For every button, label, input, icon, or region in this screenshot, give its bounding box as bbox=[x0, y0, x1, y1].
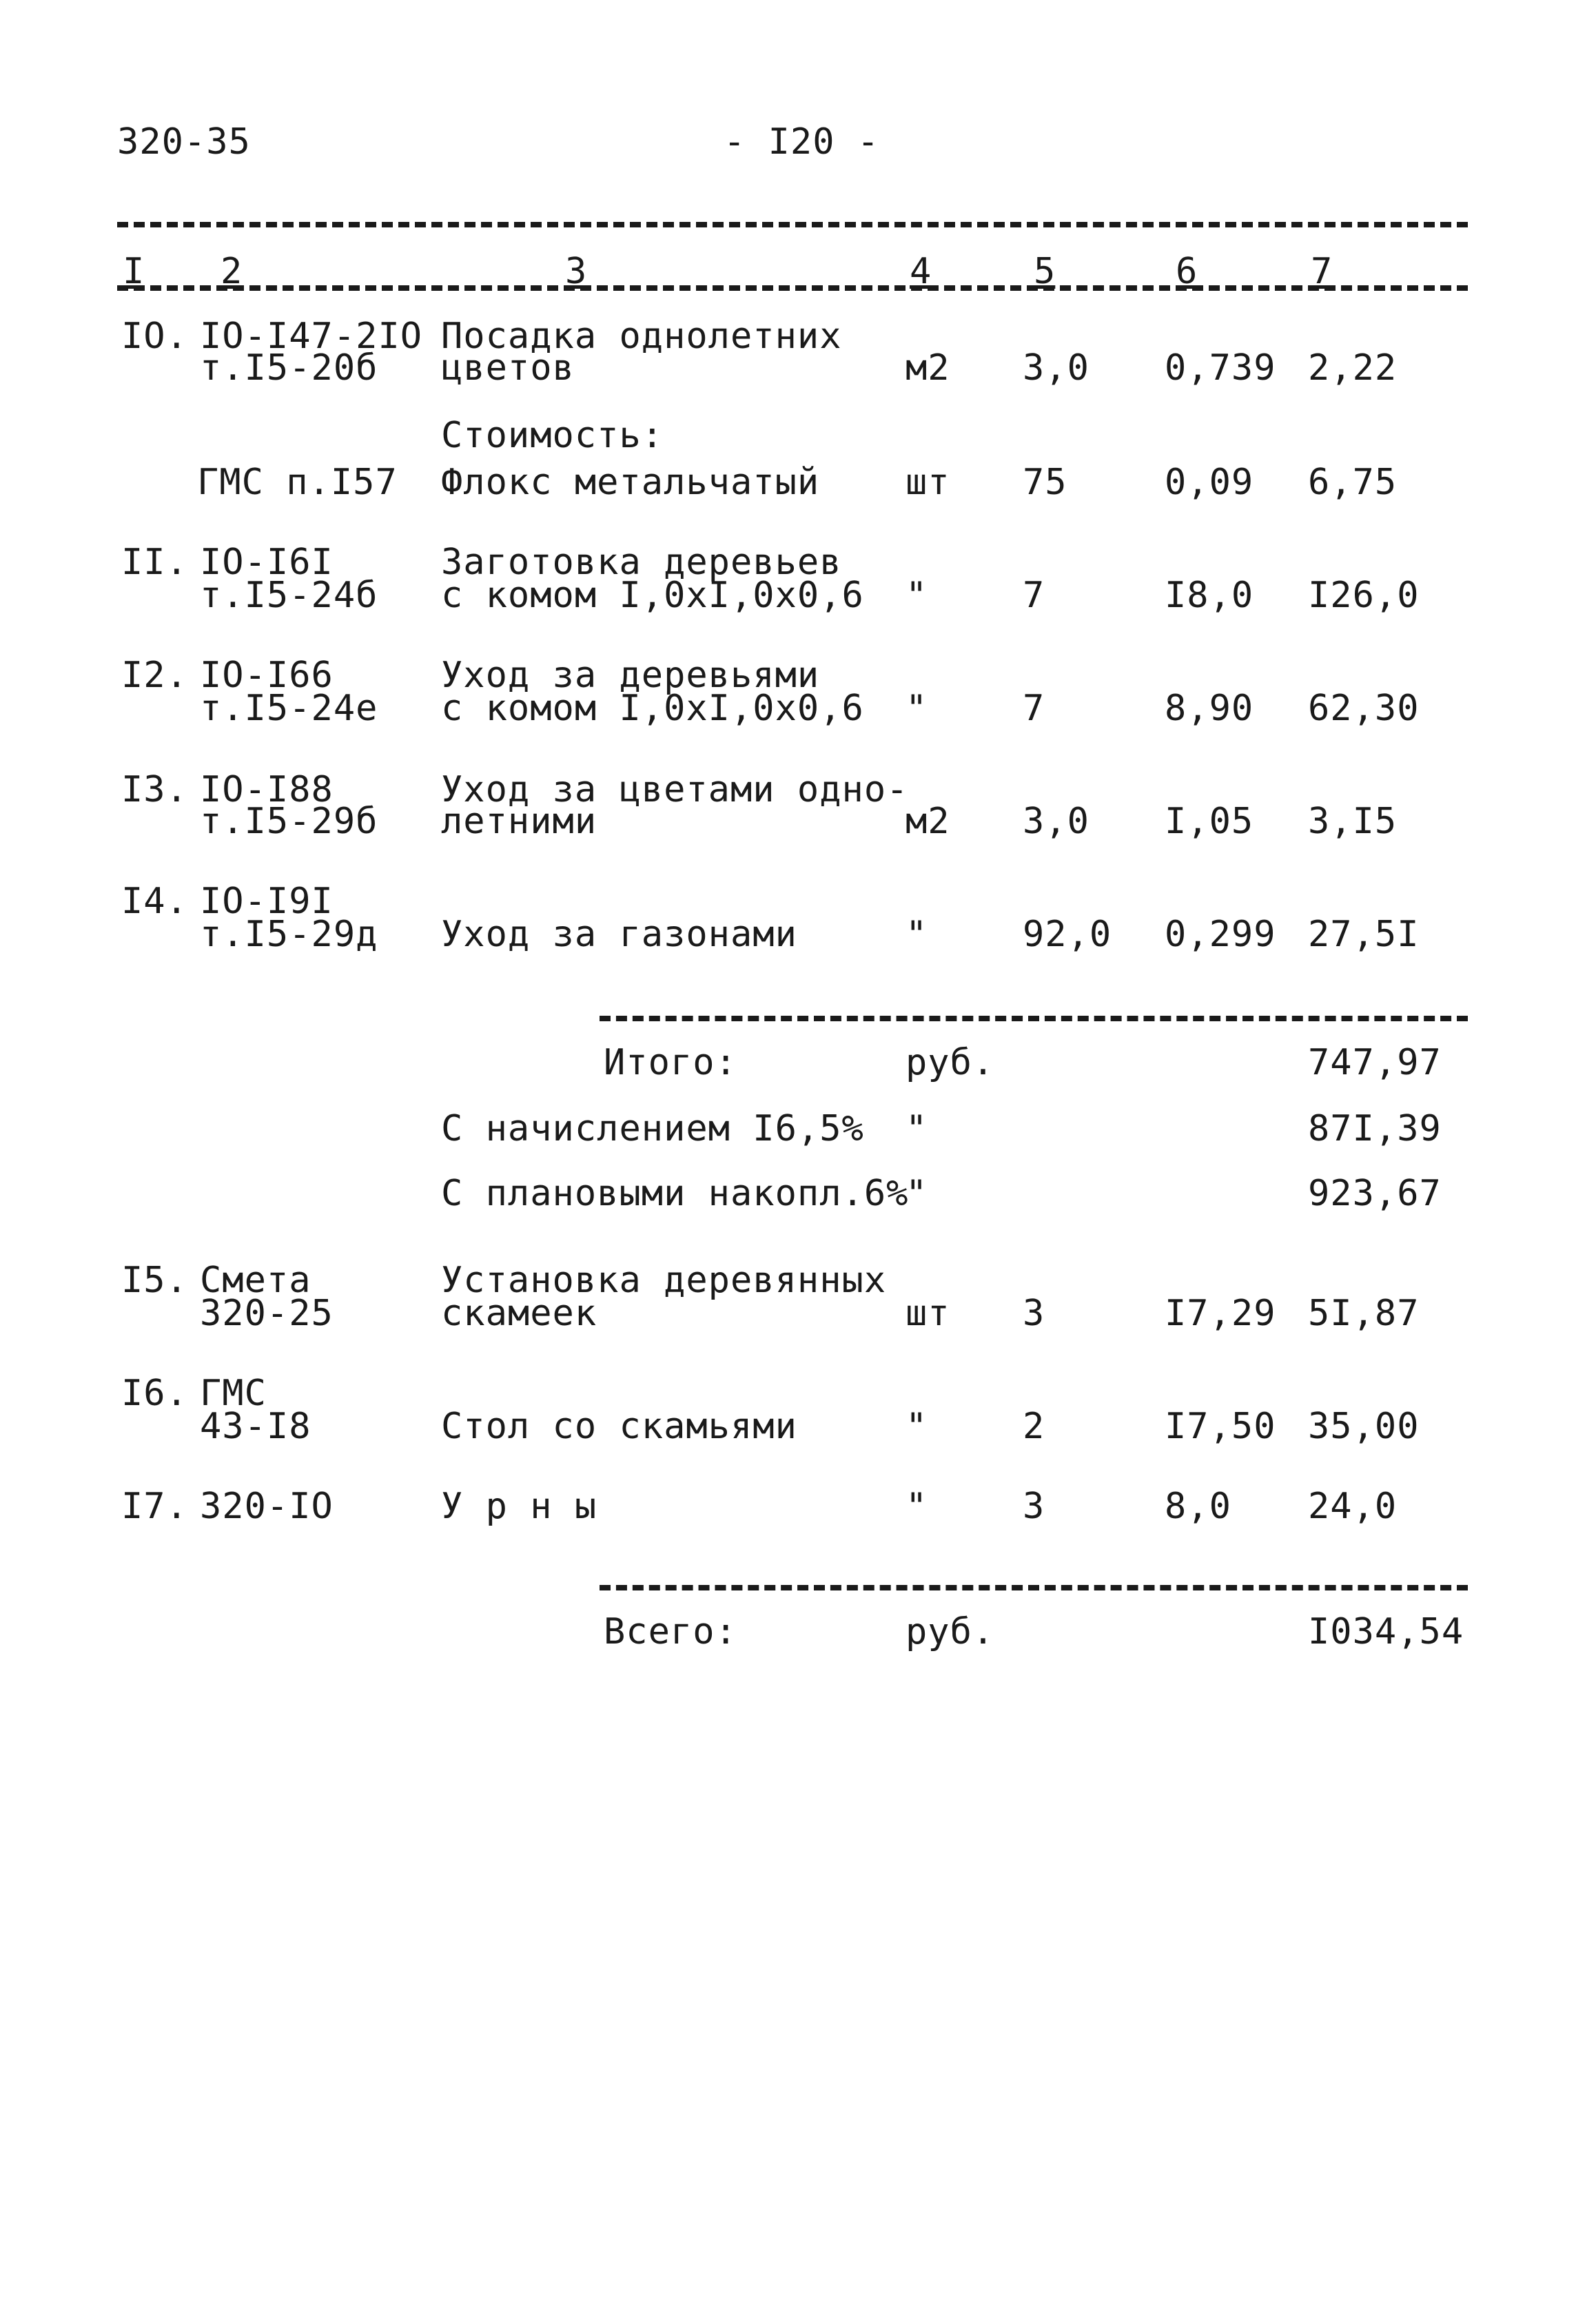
subtotal-sum: 747,97 bbox=[1308, 1042, 1442, 1083]
row-total: 35,00 bbox=[1308, 1406, 1420, 1447]
row-total: 3,I5 bbox=[1308, 801, 1398, 842]
row-code: 320-IO bbox=[200, 1486, 334, 1527]
row-quantity: 75 bbox=[1023, 462, 1067, 503]
row-total: 27,5I bbox=[1308, 914, 1420, 955]
subtotal-unit: " bbox=[906, 1108, 928, 1149]
row-code: ГМС п.I57 bbox=[197, 462, 398, 503]
row-quantity: 2 bbox=[1023, 1406, 1045, 1447]
row-description: Стол со скамьями bbox=[441, 1406, 797, 1447]
row-total: 62,30 bbox=[1308, 688, 1420, 729]
column-header-7: 7 bbox=[1311, 251, 1333, 292]
grand-total-sum: I034,54 bbox=[1308, 1611, 1464, 1652]
row-unit-price: 0,299 bbox=[1165, 914, 1276, 955]
row-unit-price: I7,29 bbox=[1165, 1293, 1276, 1334]
row-description: Посадка однолетних bbox=[441, 316, 842, 357]
row-unit: " bbox=[906, 688, 928, 729]
row-description-cont: с комом I,0xI,0x0,6 bbox=[441, 575, 864, 616]
row-code: IO-I66 bbox=[200, 655, 334, 696]
row-quantity: 3 bbox=[1023, 1486, 1045, 1527]
grand-total-divider bbox=[600, 1585, 1468, 1590]
column-header-divider bbox=[117, 285, 1468, 291]
row-description: Уход за газонами bbox=[441, 914, 797, 955]
subtotal-label: С начислением I6,5% bbox=[441, 1108, 864, 1149]
row-unit: м2 bbox=[906, 801, 950, 842]
row-quantity: 3 bbox=[1023, 1293, 1045, 1334]
column-header-5: 5 bbox=[1034, 251, 1056, 292]
row-quantity: 7 bbox=[1023, 688, 1045, 729]
row-description-cont: скамеек bbox=[441, 1293, 597, 1334]
row-unit-price: 0,739 bbox=[1165, 347, 1276, 389]
row-unit: м2 bbox=[906, 347, 950, 389]
subtotal-unit: " bbox=[906, 1173, 928, 1214]
header-divider-top bbox=[117, 222, 1468, 227]
document-code: 320-35 bbox=[117, 121, 251, 163]
row-code-table: т.I5-29б bbox=[200, 801, 378, 842]
row-description-cont: цветов bbox=[441, 347, 575, 389]
row-number: II. bbox=[121, 542, 188, 583]
row-number: IO. bbox=[121, 316, 188, 357]
row-unit-price: 0,09 bbox=[1165, 462, 1254, 503]
row-total: I26,0 bbox=[1308, 575, 1420, 616]
row-description-cont: с комом I,0xI,0x0,6 bbox=[441, 688, 864, 729]
subtotal-label: С плановыми накопл.6% bbox=[441, 1173, 909, 1214]
row-total: 5I,87 bbox=[1308, 1293, 1420, 1334]
row-description: Уход за деревьями bbox=[441, 655, 820, 696]
row-code: IO-I6I bbox=[200, 542, 334, 583]
subtotal-label: Итого: bbox=[604, 1042, 737, 1083]
row-code-table: т.I5-24е bbox=[200, 688, 378, 729]
row-unit: " bbox=[906, 1406, 928, 1447]
column-header-2: 2 bbox=[221, 251, 243, 292]
row-unit-price: I,05 bbox=[1165, 801, 1254, 842]
row-code-table: 320-25 bbox=[200, 1293, 334, 1334]
row-total: 6,75 bbox=[1308, 462, 1398, 503]
column-header-1: I bbox=[123, 251, 145, 292]
row-unit: шт bbox=[906, 1293, 950, 1334]
row-quantity: 3,0 bbox=[1023, 347, 1089, 389]
row-quantity: 92,0 bbox=[1023, 914, 1112, 955]
row-unit: шт bbox=[906, 462, 950, 503]
subtotal-unit: руб. bbox=[906, 1042, 995, 1083]
subtotal-sum: 87I,39 bbox=[1308, 1108, 1442, 1149]
row-number: I7. bbox=[121, 1486, 188, 1527]
row-number: I6. bbox=[121, 1373, 188, 1414]
row-code: IO-I9I bbox=[200, 881, 334, 922]
row-quantity: 7 bbox=[1023, 575, 1045, 616]
row-description: Стоимость: bbox=[441, 415, 664, 456]
row-code: IO-I88 bbox=[200, 769, 334, 810]
row-unit-price: I8,0 bbox=[1165, 575, 1254, 616]
row-code-table: 43-I8 bbox=[200, 1406, 311, 1447]
row-description: Заготовка деревьев bbox=[441, 542, 842, 583]
column-header-3: 3 bbox=[565, 251, 587, 292]
row-number: I4. bbox=[121, 881, 188, 922]
column-header-4: 4 bbox=[910, 251, 932, 292]
row-code-table: т.I5-29д bbox=[200, 914, 378, 955]
subtotal-sum: 923,67 bbox=[1308, 1173, 1442, 1214]
column-header-6: 6 bbox=[1176, 251, 1198, 292]
row-code-table: т.I5-20б bbox=[200, 347, 378, 389]
row-description: Установка деревянных bbox=[441, 1260, 887, 1301]
row-total: 24,0 bbox=[1308, 1486, 1398, 1527]
row-unit-price: 8,0 bbox=[1165, 1486, 1231, 1527]
row-quantity: 3,0 bbox=[1023, 801, 1089, 842]
row-total: 2,22 bbox=[1308, 347, 1398, 389]
row-description: У р н ы bbox=[441, 1486, 597, 1527]
row-description: Флокс метальчатый bbox=[441, 462, 820, 503]
row-description-cont: летними bbox=[441, 801, 597, 842]
row-unit: " bbox=[906, 1486, 928, 1527]
row-number: I2. bbox=[121, 655, 188, 696]
row-code-table: т.I5-24б bbox=[200, 575, 378, 616]
grand-total-label: Всего: bbox=[604, 1611, 737, 1652]
row-unit-price: I7,50 bbox=[1165, 1406, 1276, 1447]
row-unit: " bbox=[906, 914, 928, 955]
row-unit: " bbox=[906, 575, 928, 616]
subtotal-divider bbox=[600, 1016, 1468, 1021]
row-unit-price: 8,90 bbox=[1165, 688, 1254, 729]
page-number: - I20 - bbox=[724, 121, 880, 163]
row-number: I5. bbox=[121, 1260, 188, 1301]
row-code: IO-I47-2IO bbox=[200, 316, 423, 357]
row-code: Смета bbox=[200, 1260, 311, 1301]
grand-total-unit: руб. bbox=[906, 1611, 995, 1652]
row-description: Уход за цветами одно- bbox=[441, 769, 909, 810]
row-code: ГМС bbox=[200, 1373, 267, 1414]
row-number: I3. bbox=[121, 769, 188, 810]
